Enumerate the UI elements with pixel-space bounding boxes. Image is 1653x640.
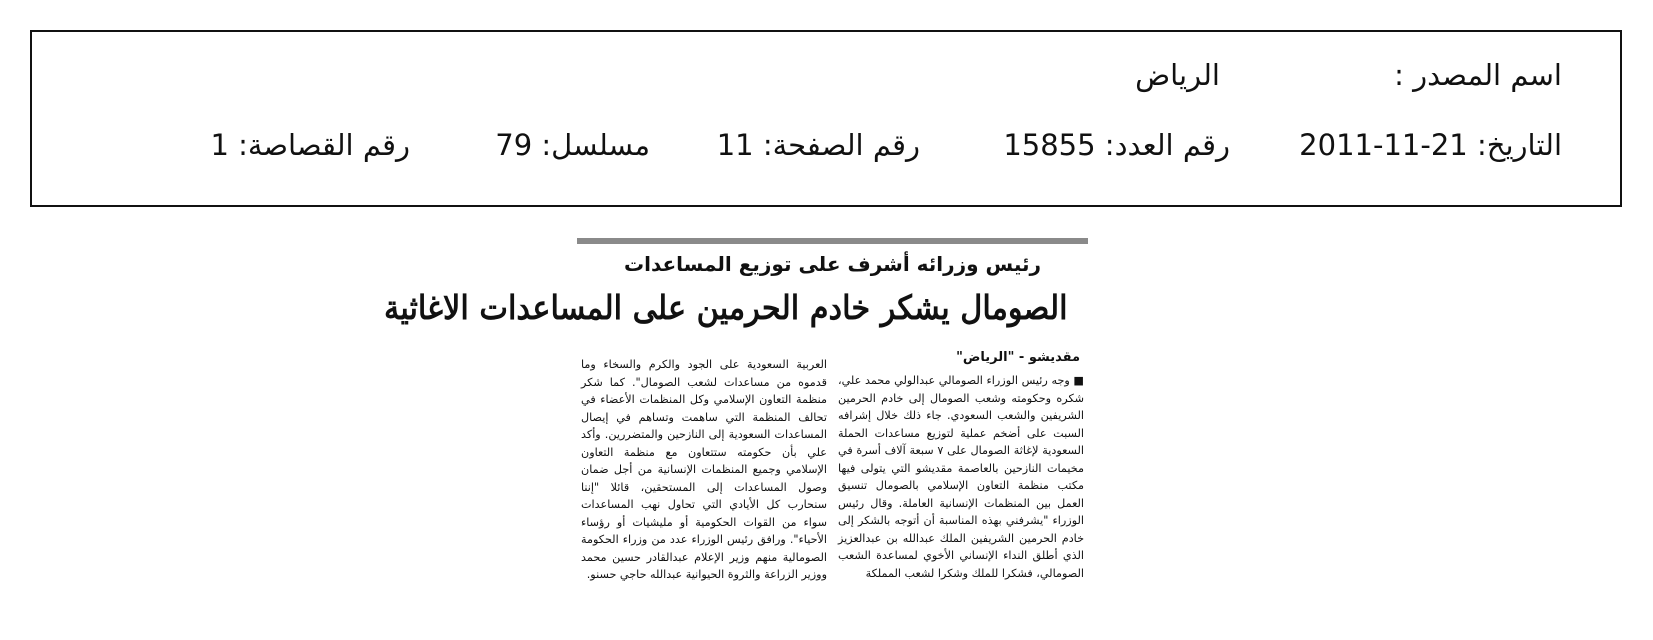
- serial-field: مسلسل: 79: [495, 128, 650, 162]
- article-dateline: مقديشو - "الرياض": [956, 350, 1080, 365]
- article-kicker: رئيس وزرائه أشرف على توزيع المساعدات: [623, 252, 1042, 276]
- source-info-box: [30, 30, 1622, 207]
- article-column-right: ■ وجه رئيس الوزراء الصومالي عبدالولي محمد علي، شكره وحكومته وشعب الصومال إلى خادم الحرمين الشريفين والشعب السعودي. جاء ذلك خلال إشرافه السبت على أضخم عملية لتوزيع مساعدات الحملة السعودية لإغاثة الصومال على ٧ سبعة آلاف أسرة في مخيمات النازحين بالعاصمة مقديشو التي يتولى فيها مكتب منظمة التعاون الإسلامي بالصومال تنسيق العمل بين المنظمات الإنسانية العاملة. وقال رئيس الوزراء "يشرفني بهذه المناسبة أن أتوجه بالشكر إلى خادم الحرمين الشريفين الملك عبدالله بن عبدالعزيز الذي أطلق النداء الإنساني الأخوي لمساعدة الشعب الصومالي، فشكرا للملك وشكرا لشعب المملكة: [838, 374, 1084, 580]
- clip-number-field: رقم القصاصة: 1: [210, 128, 410, 162]
- clipping-top-rule: [577, 238, 1088, 244]
- source-label: اسم المصدر :: [1394, 58, 1562, 92]
- date-field: التاريخ: 21-11-2011: [1299, 128, 1562, 162]
- source-value: الرياض: [1135, 58, 1220, 92]
- issue-number-field: رقم العدد: 15855: [1003, 128, 1230, 162]
- newspaper-clipping: [384, 238, 1088, 622]
- article-headline: الصومال يشكر خادم الحرمين على المساعدات الاغاثية: [384, 288, 1068, 327]
- page-number-field: رقم الصفحة: 11: [716, 128, 920, 162]
- article-column-left: العربية السعودية على الجود والكرم والسخاء وما قدموه من مساعدات لشعب الصومال". كما شكر منظمة التعاون الإسلامي وكل المنظمات الأعضاء في تحالف المنظمة التي ساهمت وتساهم في إيصال المساعدات السعودية إلى النازحين والمتضررين. وأكد علي بأن حكومته ستتعاون مع منظمة التعاون الإسلامي وجميع المنظمات الإنسانية من أجل ضمان وصول المساعدات إلى المستحقين، قائلا "إننا سنحارب كل الأيادي التي تحاول نهب المساعدات سواء من القوات الحكومية أو مليشيات أو رؤساء الأحياء". ورافق رئيس الوزراء عدد من وزراء الحكومة الصومالية منهم وزير الإعلام عبدالقادر حسين محمد ووزير الزراعة والثروة الحيوانية عبدالله حاجي حسنو.: [581, 358, 827, 581]
